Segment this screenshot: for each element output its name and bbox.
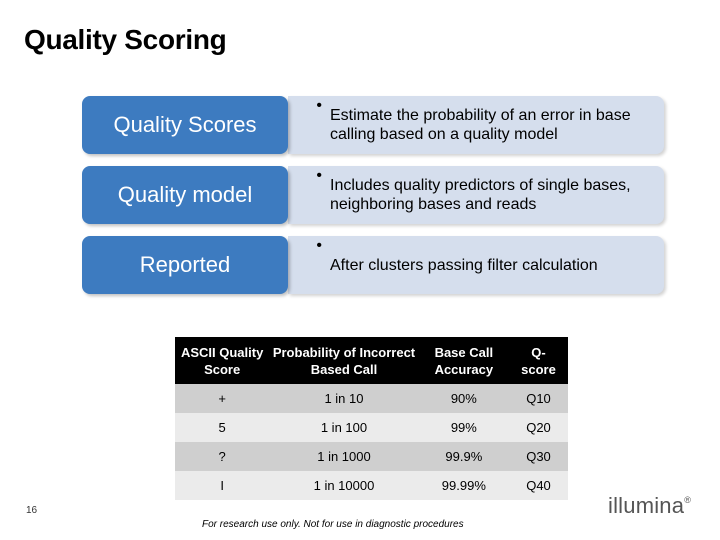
- table-cell: I: [175, 471, 269, 500]
- column-header-probability: Probability of Incorrect Based Call: [269, 337, 418, 384]
- quality-score-table: [175, 337, 568, 500]
- table-header-row: [175, 337, 568, 384]
- page-number: 16: [26, 505, 38, 516]
- description-quality-model: [288, 166, 664, 224]
- table-cell: 1 in 10000: [269, 471, 418, 500]
- table-cell: 1 in 100: [269, 413, 418, 442]
- bullet-icon: •: [316, 97, 322, 114]
- table-cell: 1 in 1000: [269, 442, 418, 471]
- description-text: Includes quality predictors of single bases, neighboring bases and reads: [330, 177, 631, 213]
- description-reported: [288, 236, 664, 294]
- table-cell: ?: [175, 442, 269, 471]
- bullet-icon: •: [316, 167, 322, 184]
- column-header-qscore: Q-score: [509, 337, 568, 384]
- table-row: [175, 471, 568, 500]
- table-row: [175, 413, 568, 442]
- description-text: Estimate the probability of an error in base calling based on a quality model: [330, 107, 631, 143]
- table-row: [175, 384, 568, 413]
- table-cell: 99%: [419, 413, 509, 442]
- slide-title: Quality Scoring: [24, 24, 227, 55]
- table-row: [175, 442, 568, 471]
- table-cell: Q10: [509, 384, 568, 413]
- table-cell: +: [175, 384, 269, 413]
- logo-text: illumina: [608, 493, 685, 518]
- table-cell: Q20: [509, 413, 568, 442]
- label-quality-model: Quality model: [82, 166, 288, 224]
- footer-disclaimer: For research use only. Not for use in diagnostic procedures: [202, 519, 464, 530]
- illumina-logo: [608, 493, 691, 519]
- table-cell: 99.99%: [419, 471, 509, 500]
- table-cell: 90%: [419, 384, 509, 413]
- description-quality-scores: [288, 96, 664, 154]
- table-cell: 99.9%: [419, 442, 509, 471]
- label-reported: Reported: [82, 236, 288, 294]
- table-cell: 5: [175, 413, 269, 442]
- table-cell: Q40: [509, 471, 568, 500]
- column-header-accuracy: Base Call Accuracy: [419, 337, 509, 384]
- table-cell: Q30: [509, 442, 568, 471]
- table-cell: 1 in 10: [269, 384, 418, 413]
- bullet-icon: •: [316, 237, 322, 254]
- registered-mark: ®: [684, 495, 692, 505]
- label-quality-scores: Quality Scores: [82, 96, 288, 154]
- description-text: After clusters passing filter calculation: [330, 256, 598, 274]
- column-header-ascii: ASCII Quality Score: [175, 337, 269, 384]
